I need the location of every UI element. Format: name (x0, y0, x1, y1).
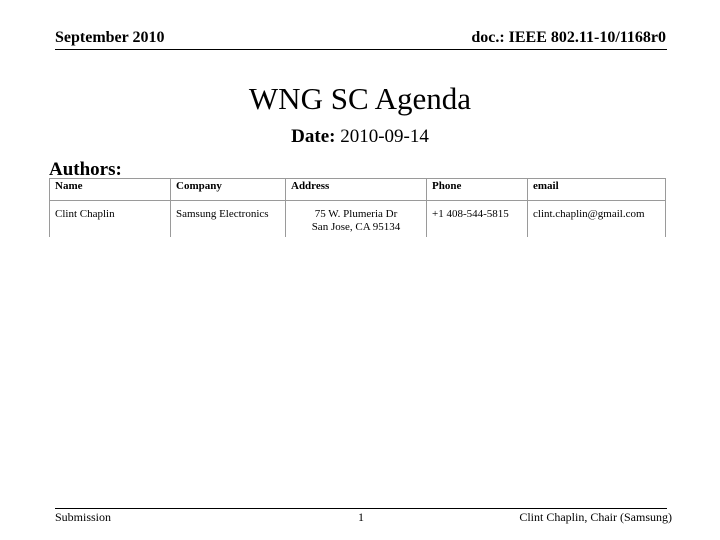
author-address-line1: 75 W. Plumeria Dr (314, 208, 398, 220)
author-address-line2: San Jose, CA 95134 (311, 221, 401, 233)
column-header-email: email (528, 179, 666, 201)
author-address (286, 201, 427, 238)
column-header-address: Address (286, 179, 427, 201)
column-header-company: Company (171, 179, 286, 201)
footer-submission: Submission (55, 510, 112, 524)
authors-label: Authors: (49, 159, 122, 180)
author-name: Clint Chaplin (50, 201, 171, 238)
table-header-row (50, 179, 666, 201)
slide-title: WNG SC Agenda (248, 81, 472, 116)
header-rule (55, 49, 667, 50)
column-header-name: Name (50, 179, 171, 201)
column-header-phone: Phone (427, 179, 528, 201)
footer-rule (55, 508, 667, 509)
author-email: clint.chaplin@gmail.com (528, 201, 666, 238)
table-row (50, 201, 666, 238)
footer-page-number: 1 (358, 510, 364, 524)
date-value: 2010-09-14 (340, 126, 429, 147)
author-phone: +1 408-544-5815 (427, 201, 528, 238)
date-label: Date: (291, 126, 336, 147)
footer-author: Clint Chaplin, Chair (Samsung) (519, 510, 672, 524)
header-doc-id: doc.: IEEE 802.11-10/1168r0 (471, 29, 666, 46)
date-line (0, 126, 720, 148)
header-date: September 2010 (55, 29, 165, 46)
authors-table (49, 178, 666, 237)
author-company: Samsung Electronics (171, 201, 286, 238)
